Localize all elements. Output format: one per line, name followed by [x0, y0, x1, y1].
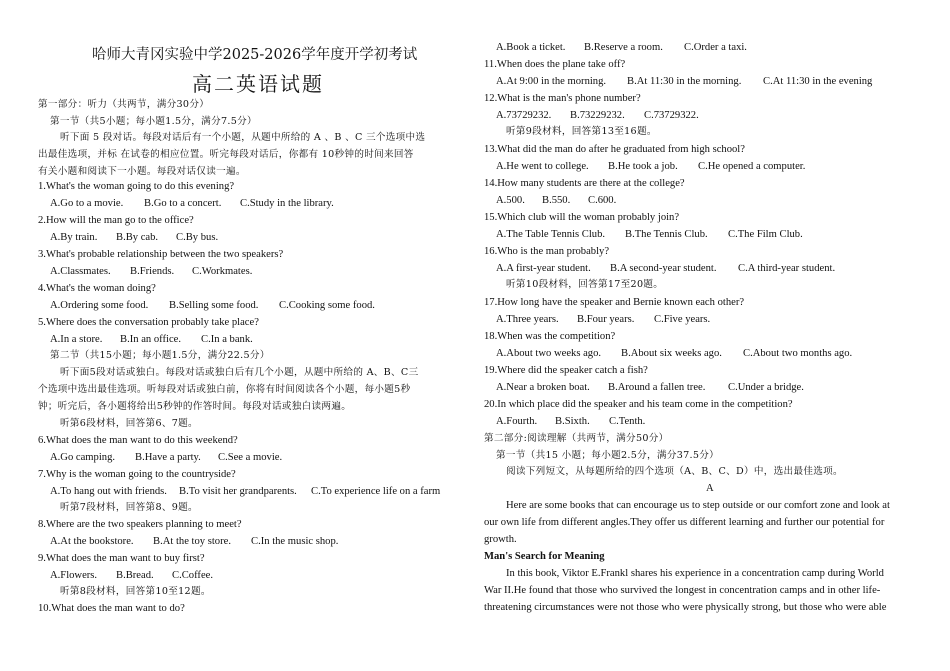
part1-section1-instruction: 有关小题和阅读下一小题。每段对话仅读一遍。 [38, 166, 246, 177]
question-stem: 4.What's the woman doing? [38, 283, 156, 294]
option-c[interactable]: C.By bus. [176, 232, 219, 243]
listening-cue: 听第7段材料，回答第8、9题。 [60, 502, 198, 513]
option-b[interactable]: B.Go to a concert. [144, 198, 222, 209]
option-b[interactable]: B.550. [542, 195, 571, 206]
school-title: 哈师大青冈实验中学2025-2026学年度开学初考试 [92, 47, 418, 63]
option-b[interactable]: B.To visit her grandparents. [179, 486, 297, 497]
question-stem: 17.How long have the speaker and Bernie known each other? [484, 297, 745, 308]
question-stem: 14.How many students are there at the college? [484, 178, 685, 189]
passage-text: Here are some books that can encourage us to step outside or our comfort zone and look at [506, 500, 890, 511]
option-a[interactable]: A.At the bookstore. [50, 536, 134, 547]
option-b[interactable]: B.Sixth. [555, 416, 590, 427]
passage-text: threatening circumstances were not those who were physically strong, but those who were able [484, 602, 887, 613]
option-b[interactable]: B.At the toy store. [153, 536, 231, 547]
listening-cue: 听第10段材料，回答第17至20题。 [506, 279, 664, 290]
part1-section2-instruction: 个选项中选出最佳选项。听每段对话或独白前，你将有时间阅读各个小题，每小题5秒 [38, 384, 411, 395]
option-a[interactable]: A.The Table Tennis Club. [496, 229, 606, 240]
passage-text: In this book, Viktor E.Frankl shares his experience in a concentration camp during World [506, 568, 884, 579]
question-stem: 1.What's the woman going to do this evening? [38, 181, 235, 192]
part1-section2-instruction: 听下面5段对话或独白。每段对话或独白后有几个小题，从题中所给的 A、B、C三 [60, 367, 419, 378]
question-stem: 15.Which club will the woman probably join? [484, 212, 680, 223]
option-c[interactable]: C.To experience life on a farm [311, 486, 441, 497]
part1-section1-instruction: 出最佳选项，并标 在试卷的相应位置。听完每段对话后，你都有 10秒钟的时间来回答 [38, 149, 414, 160]
option-b[interactable]: B.Around a fallen tree. [608, 382, 706, 393]
option-c[interactable]: C.See a movie. [218, 452, 283, 463]
question-stem: 11.When does the plane take off? [484, 59, 626, 70]
option-c[interactable]: C.Cooking some food. [279, 300, 375, 311]
option-a[interactable]: A.Flowers. [50, 570, 98, 581]
question-stem: 8.Where are the two speakers planning to meet? [38, 519, 242, 530]
question-stem: 16.Who is the man probably? [484, 246, 610, 257]
option-b[interactable]: B.A second-year student. [610, 263, 717, 274]
question-stem: 5.Where does the conversation probably take place? [38, 317, 259, 328]
question-stem: 20.In which place did the speaker and his team come in the competition? [484, 399, 793, 410]
option-b[interactable]: B.Friends. [130, 266, 175, 277]
option-a[interactable]: A.Three years. [496, 314, 559, 325]
option-a[interactable]: A.He went to college. [496, 161, 589, 172]
option-b[interactable]: B.Have a party. [135, 452, 201, 463]
option-a[interactable]: A.Classmates. [50, 266, 111, 277]
question-stem: 2.How will the man go to the office? [38, 215, 194, 226]
listening-cue: 听第8段材料，回答第10至12题。 [60, 586, 211, 597]
option-a[interactable]: A.By train. [50, 232, 98, 243]
question-stem: 18.When was the competition? [484, 331, 616, 342]
option-a[interactable]: A.Fourth. [496, 416, 538, 427]
option-b[interactable]: B.The Tennis Club. [625, 229, 708, 240]
option-c[interactable]: C.In the music shop. [251, 536, 339, 547]
question-stem: 9.What does the man want to buy first? [38, 553, 205, 564]
option-c[interactable]: C.Five years. [654, 314, 711, 325]
option-b[interactable]: B.73229232. [570, 110, 625, 121]
passage-label: A [706, 483, 714, 494]
option-b[interactable]: B.At 11:30 in the morning. [627, 76, 742, 87]
option-c[interactable]: C.Workmates. [192, 266, 253, 277]
reading-instruction: 阅读下列短文，从每题所给的四个选项（A、B、C、D）中，选出最佳选项。 [506, 466, 843, 477]
part1-heading: 第一部分：听力（共两节，满分30分） [38, 99, 210, 110]
option-b[interactable]: B.He took a job. [608, 161, 678, 172]
option-b[interactable]: B.In an office. [120, 334, 181, 345]
option-a[interactable]: A.Near a broken boat. [496, 382, 590, 393]
option-c[interactable]: C.Tenth. [609, 416, 646, 427]
option-c[interactable]: C.73729322. [644, 110, 699, 121]
option-a[interactable]: A.Book a ticket. [496, 42, 566, 53]
passage-text: War II.He found that those who survived the longest in concentration camps and in other life- [484, 585, 881, 596]
question-stem: 13.What did the man do after he graduated from high school? [484, 144, 745, 155]
option-c[interactable]: C.600. [588, 195, 617, 206]
listening-cue: 听第9段材料，回答第13至16题。 [506, 126, 657, 137]
part1-section2-instruction: 钟；听完后，各小题将给出5秒钟的作答时间。每段对话或独白读两遍。 [38, 401, 352, 412]
part1-section1-instruction: 听下面 5 段对话。每段对话后有一个小题，从题中所给的 A 、B 、C 三个选项中选 [60, 132, 426, 143]
exam-title: 高二英语试题 [192, 72, 324, 96]
option-c[interactable]: C.The Film Club. [728, 229, 803, 240]
option-b[interactable]: B.About six weeks ago. [621, 348, 722, 359]
option-c[interactable]: C.A third-year student. [738, 263, 836, 274]
part1-section1-heading: 第一节（共5小题；每小题1.5分，满分7.5分） [50, 116, 257, 127]
option-b[interactable]: B.Bread. [116, 570, 154, 581]
question-stem: 10.What does the man want to do? [38, 603, 185, 614]
option-b[interactable]: B.By cab. [116, 232, 159, 243]
option-a[interactable]: A.Ordering some food. [50, 300, 149, 311]
option-a[interactable]: A.Go to a movie. [50, 198, 124, 209]
listening-cue: 听第6段材料，回答第6、7题。 [60, 418, 198, 429]
option-a[interactable]: A.About two weeks ago. [496, 348, 602, 359]
option-a[interactable]: A.At 9:00 in the morning. [496, 76, 607, 87]
option-c[interactable]: C.In a bank. [201, 334, 253, 345]
passage-text: our own life from different angles.They offer us different learning and further our potential for [484, 517, 885, 528]
question-stem: 6.What does the man want to do this weekend? [38, 435, 238, 446]
option-c[interactable]: C.About two months ago. [743, 348, 853, 359]
option-a[interactable]: A.To hang out with friends. [50, 486, 167, 497]
question-stem: 7.Why is the woman going to the countryside? [38, 469, 236, 480]
passage-text: growth. [484, 534, 517, 545]
option-b[interactable]: B.Reserve a room. [584, 42, 663, 53]
part2-heading: 第二部分:阅读理解（共两节，满分50分） [484, 433, 669, 444]
question-stem: 19.Where did the speaker catch a fish? [484, 365, 648, 376]
option-c[interactable]: C.He opened a computer. [698, 161, 806, 172]
option-c[interactable]: C.Coffee. [172, 570, 213, 581]
option-a[interactable]: A.73729232. [496, 110, 552, 121]
option-a[interactable]: A.A first-year student. [496, 263, 591, 274]
option-c[interactable]: C.Under a bridge. [728, 382, 804, 393]
book-title: Man's Search for Meaning [484, 551, 605, 562]
option-a[interactable]: A.500. [496, 195, 525, 206]
option-c[interactable]: C.Study in the library. [240, 198, 334, 209]
part2-section1-heading: 第一节（共15 小题；每小题2.5分，满分37.5分） [496, 450, 720, 461]
option-b[interactable]: B.Selling some food. [169, 300, 259, 311]
option-a[interactable]: A.In a store. [50, 334, 103, 345]
option-c[interactable]: C.Order a taxi. [684, 42, 747, 53]
option-b[interactable]: B.Four years. [577, 314, 635, 325]
option-a[interactable]: A.Go camping. [50, 452, 116, 463]
part1-section2-heading: 第二节（共15小题；每小题1.5分，满分22.5分） [50, 350, 270, 361]
option-c[interactable]: C.At 11:30 in the evening [763, 76, 873, 87]
question-stem: 3.What's probable relationship between the two speakers? [38, 249, 284, 260]
question-stem: 12.What is the man's phone number? [484, 93, 641, 104]
